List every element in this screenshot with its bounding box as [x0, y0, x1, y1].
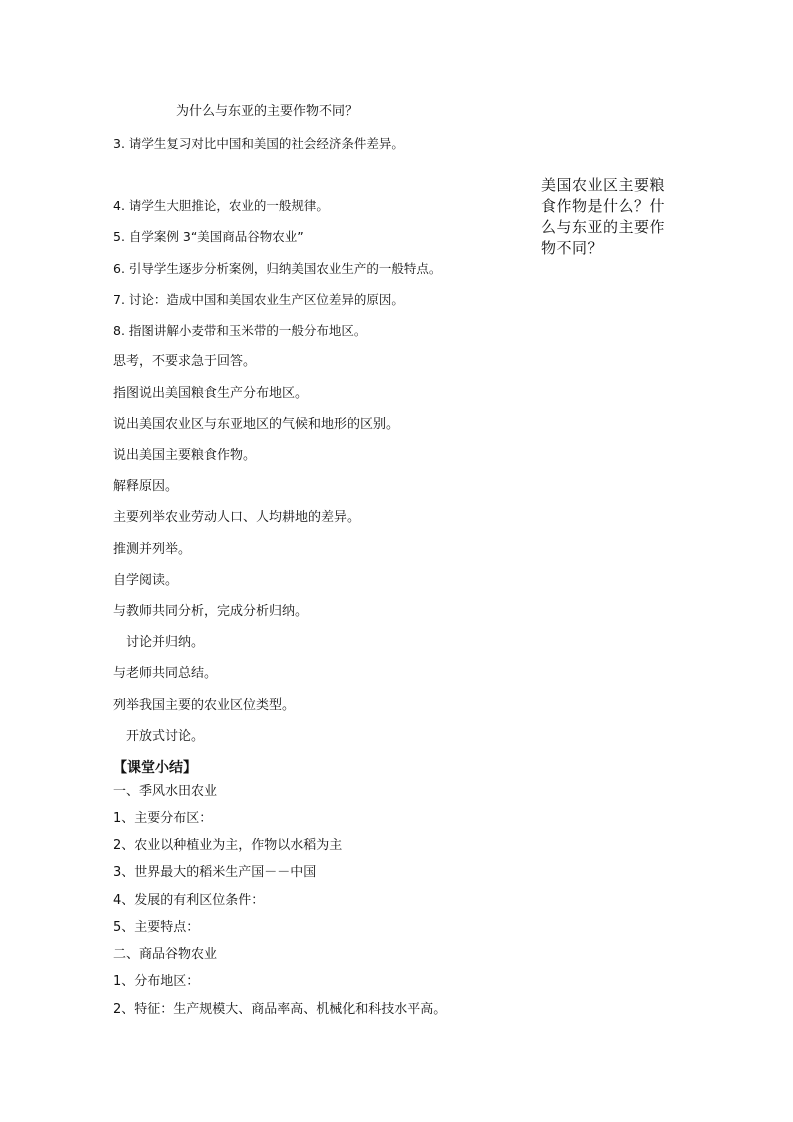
step-3: 3. 请学生复习对比中国和美国的社会经济条件差异。 — [113, 136, 404, 151]
student-activity-7: 推测并列举。 — [113, 542, 192, 557]
summary-item: 1、分布地区： — [113, 974, 200, 989]
student-activity-11: 与老师共同总结。 — [113, 666, 218, 681]
summary-item: 4、发展的有利区位条件： — [113, 893, 265, 908]
student-activity-12: 列举我国主要的农业区位类型。 — [113, 698, 296, 713]
student-activity-13: 开放式讨论。 — [126, 729, 205, 744]
student-activity-3: 说出美国农业区与东亚地区的气候和地形的区别。 — [113, 417, 400, 432]
summary-item: 5、主要特点： — [113, 920, 200, 935]
summary-item: 3、世界最大的稻米生产国－－中国 — [113, 865, 317, 880]
step-8: 8. 指图讲解小麦带和玉米带的一般分布地区。 — [113, 323, 367, 338]
student-activity-5: 解释原因。 — [113, 479, 179, 494]
summary-item: 2、农业以种植业为主，作物以水稻为主 — [113, 838, 343, 853]
side-note-line: 么与东亚的主要作 — [541, 218, 666, 236]
summary-item: 二、商品谷物农业 — [113, 947, 218, 962]
side-note-line: 食作物是什么？什 — [541, 197, 666, 215]
step-6: 6. 引导学生逐步分析案例，归纳美国农业生产的一般特点。 — [113, 261, 442, 276]
step-4: 4. 请学生大胆推论，农业的一般规律。 — [113, 198, 329, 213]
student-activity-10: 讨论并归纳。 — [126, 635, 205, 650]
student-activity-1: 思考，不要求急于回答。 — [113, 354, 257, 369]
step-7: 7. 讨论：造成中国和美国农业生产区位差异的原因。 — [113, 292, 404, 307]
summary-item: 2、特征：生产规模大、商品率高、机械化和科技水平高。 — [113, 1002, 447, 1017]
student-activity-6: 主要列举农业劳动人口、人均耕地的差异。 — [113, 510, 361, 525]
side-note-line: 物不同？ — [541, 239, 604, 257]
question-line: 为什么与东亚的主要作物不同？ — [176, 104, 359, 119]
summary-item: 一、季风水田农业 — [113, 784, 218, 799]
summary-heading: 【课堂小结】 — [113, 760, 197, 776]
summary-item: 1、主要分布区： — [113, 811, 213, 826]
student-activity-9: 与教师共同分析，完成分析归纳。 — [113, 604, 309, 619]
side-note-line: 美国农业区主要粮 — [541, 176, 666, 194]
side-note — [541, 175, 691, 259]
student-activity-4: 说出美国主要粮食作物。 — [113, 448, 257, 463]
student-activity-2: 指图说出美国粮食生产分布地区。 — [113, 386, 309, 401]
step-5: 5. 自学案例 3“美国商品谷物农业” — [113, 229, 304, 244]
student-activity-8: 自学阅读。 — [113, 573, 179, 588]
